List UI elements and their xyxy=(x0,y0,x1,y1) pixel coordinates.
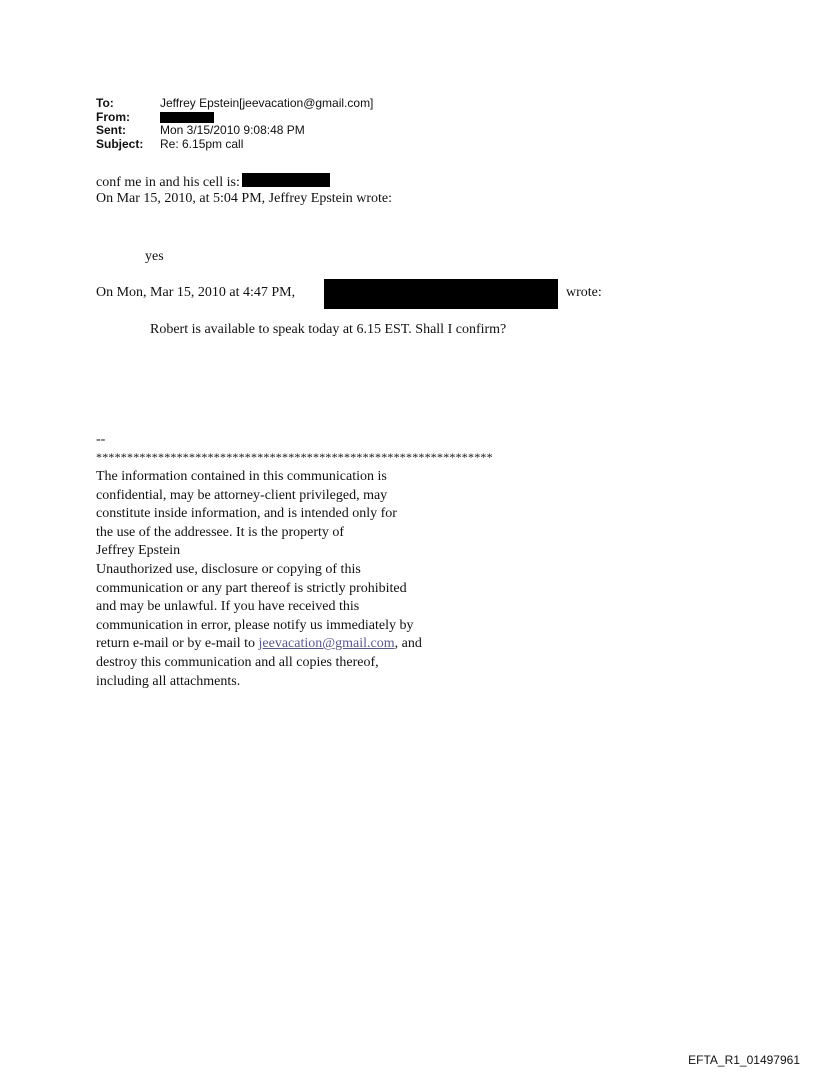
to-label: To: xyxy=(96,96,114,110)
disclaimer-line: communication or any part thereof is strictly prohibited xyxy=(96,580,407,596)
reply-yes: yes xyxy=(145,249,164,264)
disclaimer-line: destroy this communication and all copies thereof, xyxy=(96,654,379,670)
body-line-1-text: conf me in and his cell is: xyxy=(96,175,240,190)
subject-label: Subject: xyxy=(96,136,144,151)
disclaimer-line: communication in error, please notify us immediately by xyxy=(96,617,414,633)
disclaimer-line: confidential, may be attorney-client privileged, may xyxy=(96,487,388,503)
to-value: Jeffrey Epstein[jeevacation@gmail.com] xyxy=(160,96,374,110)
disclaimer-text: return e-mail or by e-mail to xyxy=(96,636,259,652)
from-redaction xyxy=(160,112,214,123)
quote-intro-line xyxy=(96,285,295,301)
disclaimer-line: constitute inside information, and is intended only for xyxy=(96,506,397,522)
quote-text: Robert is available to speak today at 6.15 EST. Shall I confirm? xyxy=(150,322,507,337)
email-link[interactable]: jeevacation@gmail.com xyxy=(258,636,395,652)
document-id: EFTA_R1_01497961 xyxy=(688,1053,800,1067)
disclaimer-line xyxy=(96,635,496,654)
subject-value: Re: 6.15pm call xyxy=(160,136,244,151)
body-line-2: On Mar 15, 2010, at 5:04 PM, Jeffrey Epstein wrote: xyxy=(96,191,393,206)
sent-row xyxy=(96,124,373,138)
disclaimer-line: Jeffrey Epstein xyxy=(96,543,181,559)
subject-row xyxy=(96,138,373,152)
to-row xyxy=(96,97,373,111)
confidentiality-disclaimer xyxy=(96,468,496,691)
quote-intro-text: On Mon, Mar 15, 2010 at 4:47 PM, xyxy=(96,285,296,300)
disclaimer-line: including all attachments. xyxy=(96,673,241,689)
from-row xyxy=(96,111,373,125)
sent-value: Mon 3/15/2010 9:08:48 PM xyxy=(160,123,305,137)
disclaimer-text: , and xyxy=(394,636,422,652)
signature-dashes: -- xyxy=(96,432,106,447)
sent-label: Sent: xyxy=(96,123,126,137)
quote-wrote: wrote: xyxy=(566,285,602,300)
cell-redaction xyxy=(242,173,330,187)
signature-stars: **************************************************************** xyxy=(96,450,493,464)
from-label: From: xyxy=(96,109,130,124)
disclaimer-line: the use of the addressee. It is the property of xyxy=(96,524,345,540)
sender-redaction xyxy=(324,279,558,309)
email-header xyxy=(96,97,373,151)
body-line-1 xyxy=(96,173,330,191)
disclaimer-line: and may be unlawful. If you have received this xyxy=(96,599,360,615)
disclaimer-line: The information contained in this communication is xyxy=(96,469,387,484)
disclaimer-line: Unauthorized use, disclosure or copying of this xyxy=(96,561,361,577)
